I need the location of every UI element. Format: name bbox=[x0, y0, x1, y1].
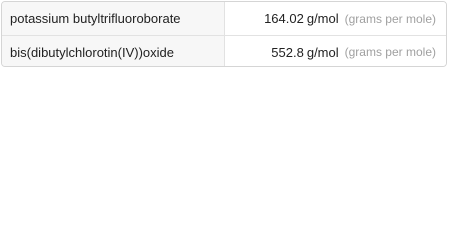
unit-description: (grams per mole) bbox=[344, 11, 436, 26]
molar-mass-cell bbox=[225, 36, 446, 67]
molar-mass-table bbox=[1, 1, 447, 67]
unit-description: (grams per mole) bbox=[344, 45, 436, 59]
molar-mass-unit: g/mol bbox=[306, 44, 339, 60]
molar-mass-cell bbox=[225, 2, 446, 35]
compound-name: bis(dibutylchlorotin(IV))oxide bbox=[2, 36, 225, 67]
table-row bbox=[2, 2, 446, 35]
molar-mass-value: 552.8 bbox=[271, 44, 304, 60]
molar-mass-unit: g/mol bbox=[306, 11, 339, 26]
table-row bbox=[2, 35, 446, 67]
compound-name: potassium butyltrifluoroborate bbox=[2, 2, 225, 35]
molar-mass-value: 164.02 bbox=[264, 11, 304, 26]
